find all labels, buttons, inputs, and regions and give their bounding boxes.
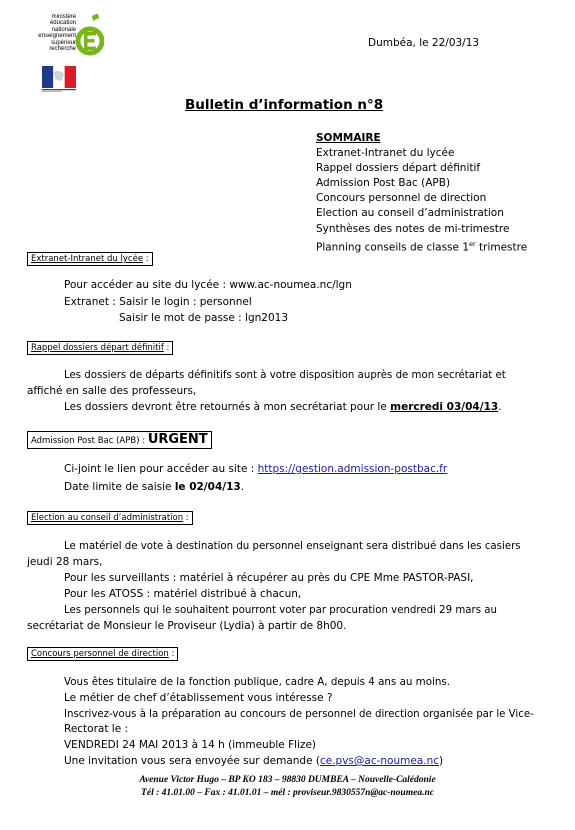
e-accent-logo-icon — [74, 14, 104, 60]
apb-line-2: Date limite de saisie le 02/04/13. — [64, 481, 245, 493]
section-heading-apb: Admission Post Bac (APB) : URGENT — [27, 431, 212, 449]
footer-contact: Tél : 41.01.00 – Fax : 41.01.01 – mél : proviseur.9830557n@ac-noumea.nc — [141, 788, 434, 798]
election-line-5: Les personnels qui le souhaitent pourront voter par procuration vendredi 29 mars au — [64, 605, 497, 616]
toc-item: Concours personnel de direction — [316, 192, 487, 205]
concours-line-6: Une invitation vous sera envoyée sur demande (ce.pvs@ac-noumea.nc) — [64, 755, 444, 767]
concours-line-5: VENDREDI 24 MAI 2013 à 14 h (immeuble Flize) — [64, 739, 317, 751]
ministry-name: ministère éducation nationale enseignement supérieur recherche — [38, 14, 76, 53]
table-of-contents — [316, 131, 527, 255]
toc-item: Extranet-Intranet du lycée — [316, 147, 455, 160]
apb-line-1: Ci-joint le lien pour accéder au site : https://gestion.admission-postbac.fr — [64, 463, 448, 475]
section-heading-election: Election au conseil d’administration : — [27, 511, 193, 525]
contact-email-link[interactable]: ce.pvs@ac-noumea.nc — [319, 755, 440, 767]
section-heading-concours: Concours personnel de direction : — [27, 647, 178, 661]
extranet-line-3: Saisir le mot de passe : lgn2013 — [119, 312, 289, 324]
election-line-4: Pour les ATOSS : matériel distribué à chacun, — [64, 588, 302, 600]
section-heading-extranet: Extranet-Intranet du lycée : — [27, 252, 153, 266]
rappel-line-3: Les dossiers devront être retournés à mon secrétariat pour le mercredi 03/04/13. — [64, 401, 502, 413]
document-title: Bulletin d’information n°8 — [185, 97, 384, 113]
flag-caption-graphic — [42, 88, 82, 93]
document-date: Dumbéa, le 22/03/13 — [368, 37, 480, 49]
election-line-2: jeudi 28 mars, — [27, 556, 103, 568]
rappel-line-1: Les dossiers de départs définitifs sont à votre disposition auprès de mon secrétariat et — [64, 370, 506, 381]
rappel-line-2: affiché en salle des professeurs, — [27, 385, 197, 397]
concours-line-2: Le métier de chef d’établissement vous intéresse ? — [64, 692, 333, 704]
election-line-1: Le matériel de vote à destination du personnel enseignant sera distribué dans les casiers — [64, 541, 521, 552]
extranet-line-2: Extranet : Saisir le login : personnel — [64, 296, 252, 308]
toc-item: Rappel dossiers départ définitif — [316, 162, 481, 175]
toc-item: Admission Post Bac (APB) — [316, 177, 451, 190]
section-heading-rappel: Rappel dossiers départ définitif : — [27, 341, 173, 355]
concours-line-3: Inscrivez-vous à la préparation au concours de personnel de direction organisée par le Vice- — [64, 709, 534, 720]
extranet-line-1: Pour accéder au site du lycée : www.ac-noumea.nc/lgn — [64, 279, 352, 291]
apb-link[interactable]: https://gestion.admission-postbac.fr — [257, 463, 448, 475]
concours-line-4: Rectorat le : — [64, 723, 129, 735]
toc-heading: SOMMAIRE — [316, 132, 381, 144]
ministry-logo — [38, 14, 108, 94]
election-line-6: secrétariat de Monsieur le Proviseur (Lydia) à partir de 8h00. — [27, 620, 347, 632]
toc-item: Planning conseils de classe 1er trimestre — [316, 239, 528, 254]
toc-item: Synthèses des notes de mi-trimestre — [316, 222, 510, 235]
election-line-3: Pour les surveillants : matériel à récupérer au près du CPE Mme PASTOR-PASI, — [64, 572, 474, 584]
urgent-label: URGENT — [147, 432, 208, 447]
toc-item: Election au conseil d’administration — [316, 207, 504, 220]
marianne-flag-icon — [42, 66, 76, 88]
concours-line-1: Vous êtes titulaire de la fonction publique, cadre A, depuis 4 ans au moins. — [64, 676, 451, 688]
footer-address: Avenue Victor Hugo – BP KO 183 – 98830 DUMBEA – Nouvelle-Calédonie — [139, 775, 436, 785]
